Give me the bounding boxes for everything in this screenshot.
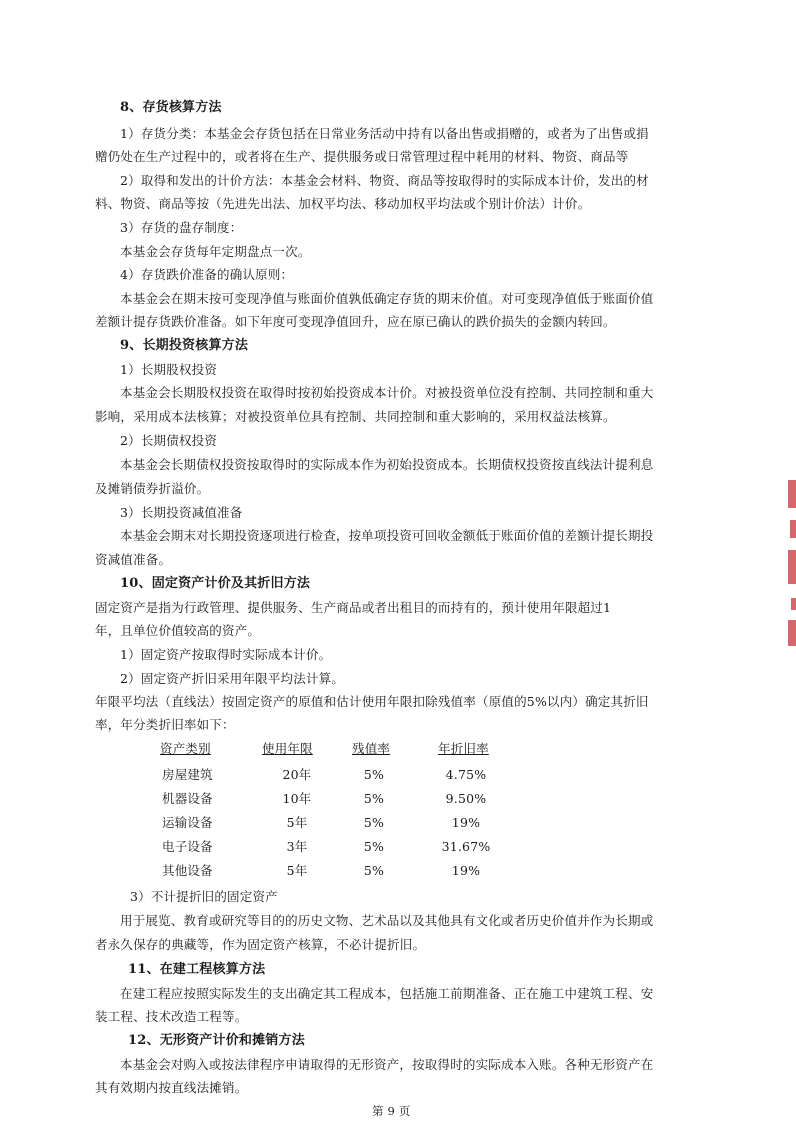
table-cell-category: 机器设备 <box>162 791 213 806</box>
section-11-heading: 11、在建工程核算方法 <box>128 962 266 977</box>
table-cell-category: 其他设备 <box>162 863 213 878</box>
table-cell-residual: 5% <box>363 863 385 878</box>
table-header-rate: 年折旧率 <box>438 741 489 756</box>
s9-sub3-line1: 本基金会期末对长期投资逐项进行检查，按单项投资可回收金额低于账面价值的差额计提长期投 <box>120 528 654 543</box>
seal-edge <box>780 480 796 650</box>
table-cell-life: 3年 <box>286 839 308 854</box>
s8-p4-line2: 差额计提存货跌价准备。如下年度可变现净值回升，应在原已确认的跌价损失的金额内转回。 <box>95 314 616 329</box>
table-cell-rate: 4.75% <box>445 767 487 782</box>
s8-p1-line1: 1）存货分类：本基金会存货包括在日常业务活动中持有以备出售或捐赠的，或者为了出售或捐 <box>120 126 649 141</box>
table-cell-life: 20年 <box>282 767 312 782</box>
s9-sub1-line1: 本基金会长期股权投资在取得时按初始投资成本计价。对被投资单位没有控制、共同控制和重大 <box>120 385 654 400</box>
s10-p3-line1: 年限平均法（直线法）按固定资产的原值和估计使用年限扣除残值率（原值的5%以内）确定其折旧 <box>95 694 649 709</box>
s8-p2-line1: 2）取得和发出的计价方法：本基金会材料、物资、商品等按取得时的实际成本计价，发出的材 <box>120 173 649 188</box>
table-cell-life: 5年 <box>286 863 308 878</box>
table-cell-rate: 19% <box>451 815 481 830</box>
s11-line1: 在建工程应按照实际发生的支出确定其工程成本，包括施工前期准备、正在施工中建筑工程、安 <box>120 986 654 1001</box>
table-cell-category: 运输设备 <box>162 815 213 830</box>
s12-line2: 其有效期内按直线法摊销。 <box>95 1080 248 1095</box>
table-cell-residual: 5% <box>363 791 385 806</box>
s9-sub1-line2: 影响，采用成本法核算；对被投资单位具有控制、共同控制和重大影响的，采用权益法核算。 <box>95 409 616 424</box>
s9-sub2-line2: 及摊销债券折溢价。 <box>95 481 210 496</box>
table-cell-residual: 5% <box>363 839 385 854</box>
table-header-category: 资产类别 <box>160 741 211 756</box>
s9-sub3-label: 3）长期投资减值准备 <box>120 505 243 520</box>
s8-p3-label: 3）存货的盘存制度： <box>120 220 243 235</box>
s10-intro-line1: 固定资产是指为行政管理、提供服务、生产商品或者出租目的而持有的，预计使用年限超过1 <box>95 600 612 615</box>
s10-p2: 2）固定资产折旧采用年限平均法计算。 <box>120 671 345 686</box>
table-header-residual: 残值率 <box>352 741 391 756</box>
page-number: 第 9 页 <box>372 1104 411 1118</box>
table-cell-residual: 5% <box>363 815 385 830</box>
s9-sub1-label: 1）长期股权投资 <box>120 362 218 377</box>
table-cell-rate: 9.50% <box>445 791 487 806</box>
table-cell-rate: 31.67% <box>441 839 491 854</box>
s8-p3-body: 本基金会存货每年定期盘点一次。 <box>120 244 311 259</box>
table-cell-category: 电子设备 <box>162 839 213 854</box>
s10-p3-line2: 率，年分类折旧率如下： <box>95 717 235 732</box>
table-cell-rate: 19% <box>451 863 481 878</box>
s10-p1: 1）固定资产按取得时实际成本计价。 <box>120 647 332 662</box>
section-9-heading: 9、长期投资核算方法 <box>120 338 249 353</box>
s11-line2: 装工程、技术改造工程等。 <box>95 1009 248 1024</box>
section-12-heading: 12、无形资产计价和摊销方法 <box>128 1033 305 1048</box>
s8-p4-line1: 本基金会在期末按可变现净值与账面价值孰低确定存货的期末价值。对可变现净值低于账面价值 <box>120 291 654 306</box>
s9-sub2-label: 2）长期债权投资 <box>120 433 218 448</box>
s8-p1-line2: 赠仍处在生产过程中的，或者将在生产、提供服务或日常管理过程中耗用的材料、物资、商品等 <box>95 149 629 164</box>
s9-sub3-line2: 资减值准备。 <box>95 552 172 567</box>
table-cell-category: 房屋建筑 <box>162 767 213 782</box>
s8-p2-line2: 料、物资、商品等按（先进先出法、加权平均法、移动加权平均法或个别计价法）计价。 <box>95 196 591 211</box>
s9-sub2-line1: 本基金会长期债权投资按取得时的实际成本作为初始投资成本。长期债权投资按直线法计提利息 <box>120 457 654 472</box>
table-header-life: 使用年限 <box>262 741 313 756</box>
s10-p4-line1: 用于展览、教育或研究等目的的历史文物、艺术品以及其他具有文化或者历史价值并作为长期或 <box>120 913 654 928</box>
s10-p4-line2: 者永久保存的典藏等，作为固定资产核算，不必计提折旧。 <box>95 937 426 952</box>
s8-p4-label: 4）存货跌价准备的确认原则： <box>120 267 294 282</box>
section-8-heading: 8、存货核算方法 <box>120 100 222 115</box>
table-cell-residual: 5% <box>363 767 385 782</box>
section-10-heading: 10、固定资产计价及其折旧方法 <box>120 576 311 591</box>
s12-line1: 本基金会对购入或按法律程序申请取得的无形资产，按取得时的实际成本入账。各种无形资产在 <box>120 1057 654 1072</box>
table-cell-life: 5年 <box>286 815 308 830</box>
s10-intro-line2: 年，且单位价值较高的资产。 <box>95 623 261 638</box>
table-cell-life: 10年 <box>282 791 312 806</box>
s10-p4-label: 3）不计提折旧的固定资产 <box>130 889 278 904</box>
